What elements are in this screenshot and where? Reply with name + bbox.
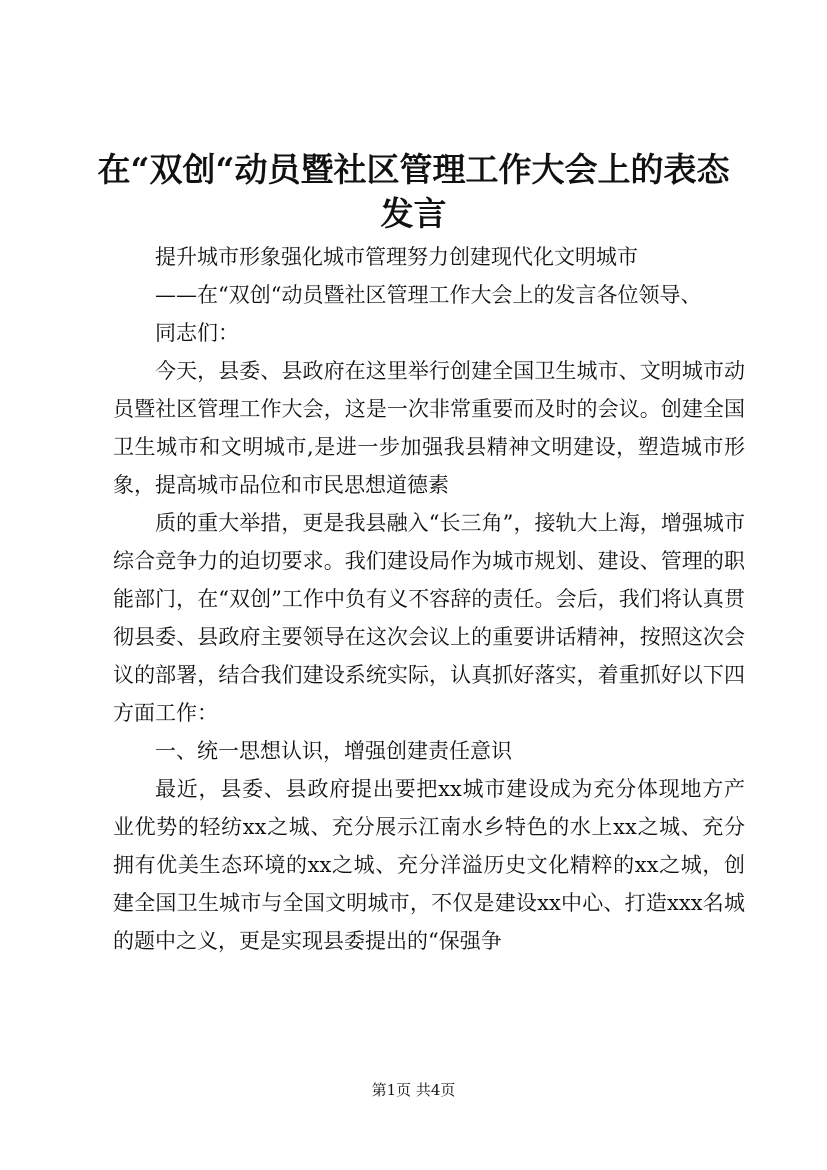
body-paragraph: 今天，县委、县政府在这里举行创建全国卫生城市、文明城市动员暨社区管理工作大会，这是一次非常重要而及时的会议。创建全国卫生城市和文明城市,是进一步加强我县精神文明建设，塑造城市形象，提高城市品位和市民思想道德素 <box>113 359 745 497</box>
page-footer: 第1页 共4页 <box>371 1081 456 1099</box>
title-line-2: 发言 <box>380 194 447 233</box>
document-title <box>80 148 747 236</box>
section-heading: 一、统一思想认识，增强创建责任意识 <box>155 739 512 763</box>
subtitle-paragraph: 提升城市形象强化城市管理努力创建现代化文明城市 <box>155 245 638 269</box>
salutation-paragraph: 同志们： <box>155 321 239 345</box>
body-paragraph: 最近，县委、县政府提出要把xx城市建设成为充分体现地方产业优势的轻纺xx之城、充分展示江南水乡特色的水上xx之城、充分拥有优美生态环境的xx之城、充分洋溢历史文化精粹的xx之城，创建全国卫生城市与全国文明城市，不仅是建设xx中心、打造xxx名城的题中之义，更是实现县委提出的“保强争 <box>113 777 745 953</box>
title-line-1: 在“双创“动员暨社区管理工作大会上的表态 <box>97 150 730 189</box>
body-paragraph: 质的重大举措，更是我县融入“长三角”，接轨大上海，增强城市综合竞争力的迫切要求。我们建设局作为城市规划、建设、管理的职能部门，在“双创”工作中负有义不容辞的责任。会后，我们将认真贯彻县委、县政府主要领导在这次会议上的重要讲话精神，按照这次会议的部署，结合我们建设系统实际，认真抓好落实，着重抓好以下四方面工作： <box>113 511 745 725</box>
document-body <box>113 238 745 960</box>
speech-heading-paragraph: ——在“双创“动员暨社区管理工作大会上的发言各位领导、 <box>155 283 702 307</box>
